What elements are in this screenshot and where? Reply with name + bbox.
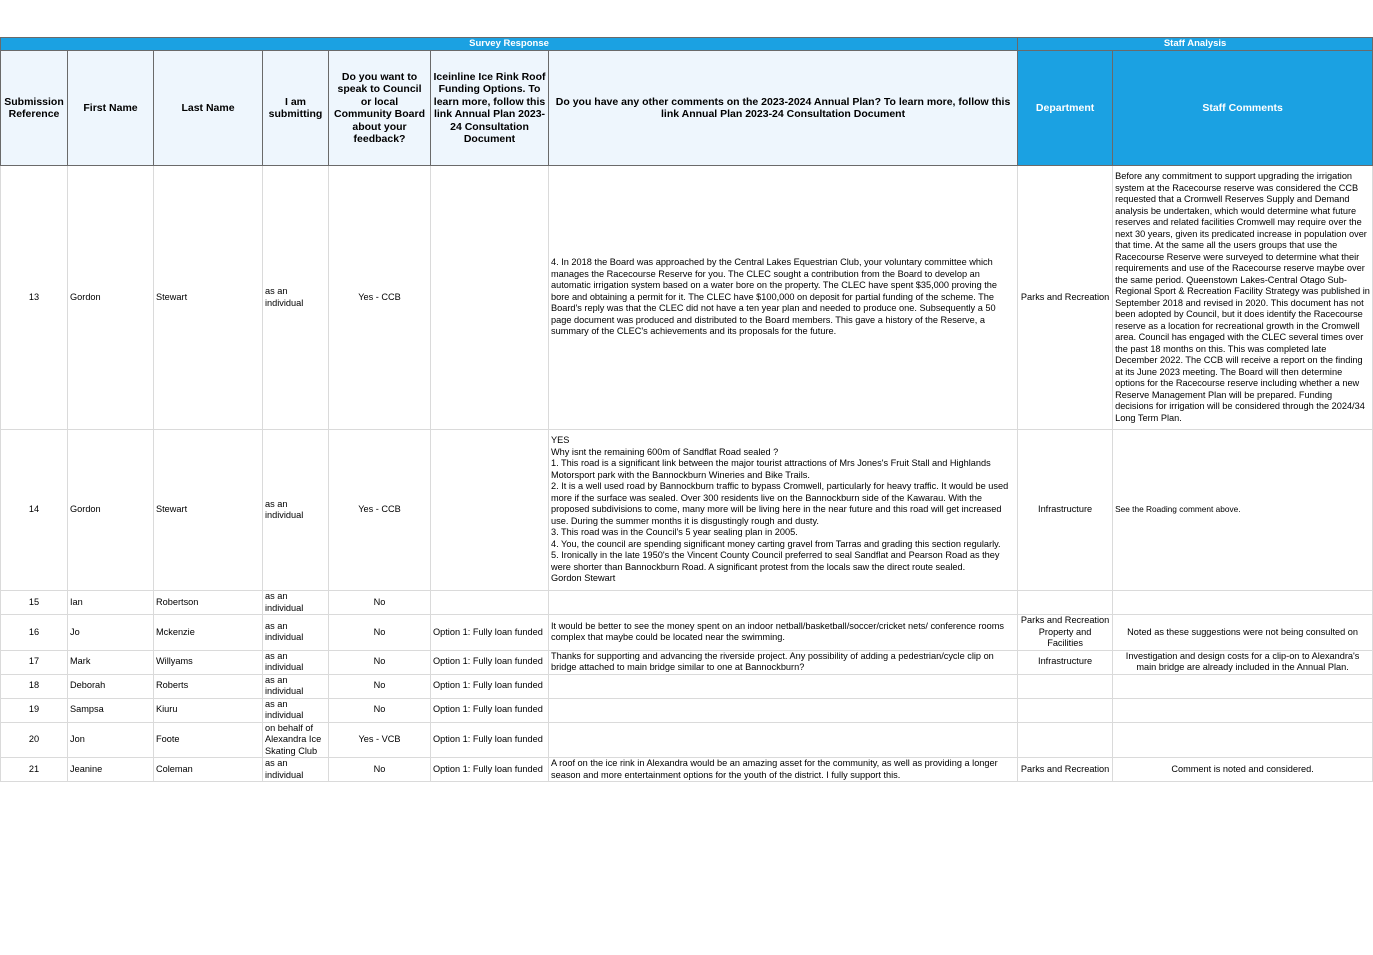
cell-first-name: Jeanine bbox=[68, 758, 154, 782]
cell-other-comments bbox=[549, 722, 1018, 758]
cell-department: Infrastructure bbox=[1018, 430, 1113, 591]
cell-i-am-submitting: as an individual bbox=[263, 674, 329, 698]
header-speak-to-council: Do you want to speak to Council or local Community Board about your feedback? bbox=[329, 51, 431, 166]
header-submission-reference: Submission Reference bbox=[1, 51, 68, 166]
cell-submission-reference: 15 bbox=[1, 591, 68, 615]
cell-staff-comments bbox=[1113, 698, 1373, 722]
cell-first-name: Jon bbox=[68, 722, 154, 758]
cell-submission-reference: 21 bbox=[1, 758, 68, 782]
cell-i-am-submitting: as an individual bbox=[263, 615, 329, 651]
table-row bbox=[1, 430, 1373, 591]
cell-staff-comments: Investigation and design costs for a clip-on to Alexandra's main bridge are already included in the Annual Plan. bbox=[1113, 650, 1373, 674]
cell-speak-to-council: No bbox=[329, 591, 431, 615]
header-other-comments: Do you have any other comments on the 2023-2024 Annual Plan? To learn more, follow this link Annual Plan 2023-24 Consultation Document bbox=[549, 51, 1018, 166]
cell-submission-reference: 13 bbox=[1, 166, 68, 430]
cell-speak-to-council: No bbox=[329, 650, 431, 674]
cell-i-am-submitting: as an individual bbox=[263, 650, 329, 674]
cell-other-comments: A roof on the ice rink in Alexandra would be an amazing asset for the community, as well as providing a longer season and more entertainment options for the youth of the district. I fully support this. bbox=[549, 758, 1018, 782]
table-row bbox=[1, 698, 1373, 722]
cell-last-name: Foote bbox=[154, 722, 263, 758]
cell-staff-comments: Before any commitment to support upgrading the irrigation system at the Racecourse reserve was considered the CCB requested that a Cromwell Reserves Supply and Demand analysis be undertaken, which would determine what future reserves and related facilities Cromwell may require over the next 30 years, given its predicated increase in population over that time. At the same all the users groups that use the Racecourse Reserve were surveyed to determine what their requirements and use of the Racecourse reserve maybe over the same period. Queenstown Lakes-Central Otago Sub-Regional Sport & Recreation Facility Strategy was published in September 2018 and revised in 2020. This document has not been adopted by Council, but it does identify the Racecourse reserve as a location for recreational growth in the Cromwell area. Council has engaged with the CLEC several times over the past 18 months on this. This was completed late December 2022. The CCB will receive a report on the finding at its June 2023 meeting. The Board will then determine options for the Racecourse reserve including whether a new Reserve Management Plan will be prepared. Funding decisions for irrigation will be considered through the 2024/34 Long Term Plan. bbox=[1113, 166, 1373, 430]
cell-staff-comments bbox=[1113, 674, 1373, 698]
cell-department bbox=[1018, 674, 1113, 698]
cell-last-name: Willyams bbox=[154, 650, 263, 674]
table-row bbox=[1, 722, 1373, 758]
cell-other-comments bbox=[549, 674, 1018, 698]
cell-other-comments: Thanks for supporting and advancing the riverside project. Any possibility of adding a pedestrian/cycle clip on bridge attached to main bridge similar to one at Bannockburn? bbox=[549, 650, 1018, 674]
cell-other-comments: 4. In 2018 the Board was approached by the Central Lakes Equestrian Club, your voluntary committee which manages the Racecourse Reserve for you. The CLEC sought a contribution from the Board to develop an automatic irrigation system based on a water bore on the property. The CLEC have spent $35,000 proving the bore and obtaining a permit for it. The CLEC have $100,000 on deposit for partial funding of the scheme. The Board's reply was that the CLEC did not have a ten year plan and needed to produce one. Subsequently a 50 page document was produced and distributed to the Board members. This gave a history of the Reserve, a summary of the CLEC's achievements and its proposals for the future. bbox=[549, 166, 1018, 430]
cell-last-name: Roberts bbox=[154, 674, 263, 698]
cell-department: Infrastructure bbox=[1018, 650, 1113, 674]
cell-staff-comments: Comment is noted and considered. bbox=[1113, 758, 1373, 782]
cell-i-am-submitting: as an individual bbox=[263, 591, 329, 615]
column-header-row bbox=[1, 51, 1373, 166]
cell-submission-reference: 17 bbox=[1, 650, 68, 674]
cell-last-name: Kiuru bbox=[154, 698, 263, 722]
cell-first-name: Gordon bbox=[68, 430, 154, 591]
cell-department: Parks and Recreation bbox=[1018, 166, 1113, 430]
cell-submission-reference: 14 bbox=[1, 430, 68, 591]
submissions-table bbox=[0, 37, 1373, 782]
cell-speak-to-council: Yes - VCB bbox=[329, 722, 431, 758]
cell-ice-rink-funding: Option 1: Fully loan funded bbox=[431, 650, 549, 674]
group-header-row bbox=[1, 38, 1373, 51]
cell-staff-comments bbox=[1113, 722, 1373, 758]
cell-first-name: Ian bbox=[68, 591, 154, 615]
cell-other-comments: It would be better to see the money spent on an indoor netball/basketball/soccer/cricket nets/ conference rooms complex that maybe could be located near the swimming. bbox=[549, 615, 1018, 651]
table-row bbox=[1, 615, 1373, 651]
cell-first-name: Jo bbox=[68, 615, 154, 651]
cell-submission-reference: 18 bbox=[1, 674, 68, 698]
cell-i-am-submitting: as an individual bbox=[263, 698, 329, 722]
header-last-name: Last Name bbox=[154, 51, 263, 166]
cell-staff-comments bbox=[1113, 591, 1373, 615]
cell-ice-rink-funding bbox=[431, 430, 549, 591]
cell-ice-rink-funding: Option 1: Fully loan funded bbox=[431, 722, 549, 758]
group-header-staff-analysis: Staff Analysis bbox=[1018, 38, 1373, 51]
table-row bbox=[1, 758, 1373, 782]
cell-last-name: Robertson bbox=[154, 591, 263, 615]
cell-other-comments bbox=[549, 698, 1018, 722]
cell-submission-reference: 20 bbox=[1, 722, 68, 758]
cell-i-am-submitting: as an individual bbox=[263, 758, 329, 782]
cell-staff-comments: See the Roading comment above. bbox=[1113, 430, 1373, 591]
cell-last-name: Stewart bbox=[154, 166, 263, 430]
cell-first-name: Mark bbox=[68, 650, 154, 674]
header-staff-comments: Staff Comments bbox=[1113, 51, 1373, 166]
cell-first-name: Deborah bbox=[68, 674, 154, 698]
group-header-survey-response: Survey Response bbox=[1, 38, 1018, 51]
cell-department bbox=[1018, 591, 1113, 615]
cell-first-name: Sampsa bbox=[68, 698, 154, 722]
cell-department bbox=[1018, 722, 1113, 758]
cell-submission-reference: 16 bbox=[1, 615, 68, 651]
cell-last-name: Mckenzie bbox=[154, 615, 263, 651]
cell-speak-to-council: Yes - CCB bbox=[329, 430, 431, 591]
table-row bbox=[1, 650, 1373, 674]
cell-ice-rink-funding: Option 1: Fully loan funded bbox=[431, 674, 549, 698]
table-row bbox=[1, 674, 1373, 698]
cell-ice-rink-funding: Option 1: Fully loan funded bbox=[431, 698, 549, 722]
table-body bbox=[1, 166, 1373, 782]
cell-submission-reference: 19 bbox=[1, 698, 68, 722]
cell-i-am-submitting: as an individual bbox=[263, 166, 329, 430]
table-row bbox=[1, 166, 1373, 430]
cell-department: Parks and Recreation bbox=[1018, 758, 1113, 782]
header-first-name: First Name bbox=[68, 51, 154, 166]
cell-speak-to-council: No bbox=[329, 615, 431, 651]
cell-speak-to-council: Yes - CCB bbox=[329, 166, 431, 430]
cell-department: Parks and Recreation Property and Facilities bbox=[1018, 615, 1113, 651]
cell-speak-to-council: No bbox=[329, 698, 431, 722]
cell-first-name: Gordon bbox=[68, 166, 154, 430]
cell-staff-comments: Noted as these suggestions were not being consulted on bbox=[1113, 615, 1373, 651]
table-row bbox=[1, 591, 1373, 615]
cell-other-comments: YES Why isnt the remaining 600m of Sandflat Road sealed ? 1. This road is a significant link between the major tourist attractions of Mrs Jones's Fruit Stall and Highlands Motorsport park with the Bannockburn Wineries and Bike Trails. 2. It is a well used road by Bannockburn traffic to bypass Cromwell, particularly for heavy traffic. It would be used more if the surface was sealed. Over 300 residents live on the Bannockburn side of the Kawarau. With the proposed subdivisions to come, many more will be living here in the near future and this road will get increased use. During the summer months it is disgustingly rough and dusty. 3. This road was in the Council's 5 year sealing plan in 2005. 4. You, the council are spending significant money carting gravel from Tarras and grading this section regularly. 5. Ironically in the late 1950's the Vincent County Council preferred to seal Sandflat and Pearson Road as they were shorter than Bannockburn Road. A significant protest from the locals saw the direct route sealed. Gordon Stewart bbox=[549, 430, 1018, 591]
cell-ice-rink-funding: Option 1: Fully loan funded bbox=[431, 615, 549, 651]
cell-speak-to-council: No bbox=[329, 758, 431, 782]
cell-ice-rink-funding: Option 1: Fully loan funded bbox=[431, 758, 549, 782]
cell-ice-rink-funding bbox=[431, 166, 549, 430]
cell-i-am-submitting: on behalf of Alexandra Ice Skating Club bbox=[263, 722, 329, 758]
cell-last-name: Coleman bbox=[154, 758, 263, 782]
header-i-am-submitting: I am submitting bbox=[263, 51, 329, 166]
cell-department bbox=[1018, 698, 1113, 722]
cell-speak-to-council: No bbox=[329, 674, 431, 698]
cell-i-am-submitting: as an individual bbox=[263, 430, 329, 591]
header-ice-rink-funding: Iceinline Ice Rink Roof Funding Options. To learn more, follow this link Annual Plan 2023-24 Consultation Document bbox=[431, 51, 549, 166]
cell-last-name: Stewart bbox=[154, 430, 263, 591]
cell-other-comments bbox=[549, 591, 1018, 615]
header-department: Department bbox=[1018, 51, 1113, 166]
cell-ice-rink-funding bbox=[431, 591, 549, 615]
